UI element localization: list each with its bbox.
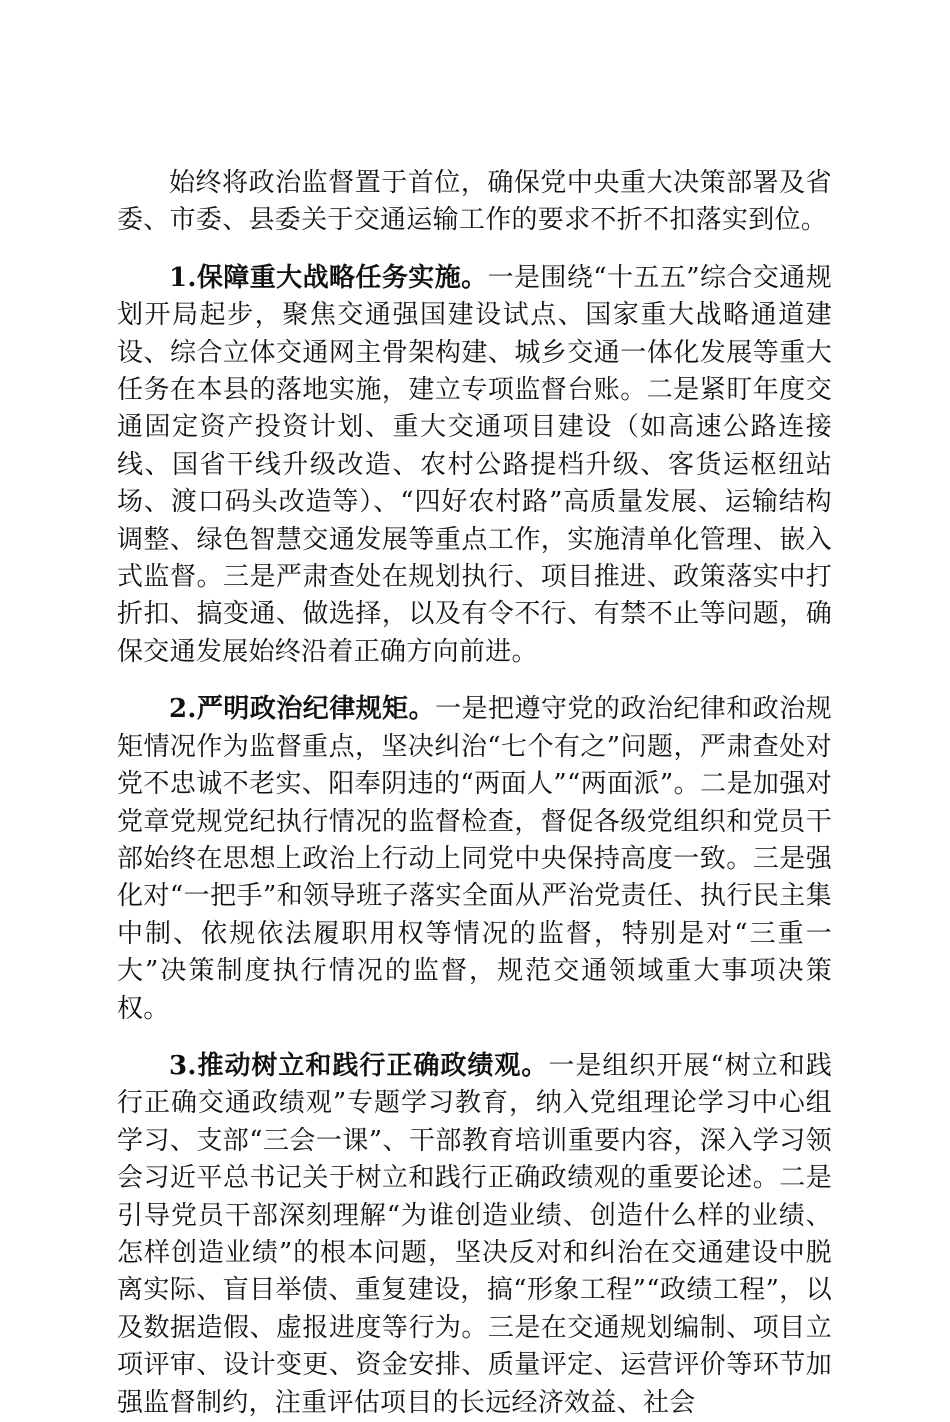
section-1-paragraph [117,260,832,671]
document-body [117,165,832,1422]
intro-text: 始终将政治监督置于首位，确保党中央重大决策部署及省委、市委、县委关于交通运输工作的要求不折不扣落实到位。 [117,168,832,236]
section-3-heading: 3.推动树立和践行正确政绩观。 [169,1050,549,1081]
section-2-heading: 2.严明政治纪律规矩。 [169,694,436,725]
intro-paragraph [117,165,832,240]
paragraph-gap [117,1028,832,1048]
section-2-body: 一是把遵守党的政治纪律和政治规矩情况作为监督重点，坚决纠治“七个有之”问题，严肃查处对党不忠诚不老实、阳奉阴违的“两面人”“两面派”。二是加强对党章党规党纪执行情况的监督检查，督促各级党组织和党员干部始终在思想上政治上行动上同党中央保持高度一致。三是强化对“一把手”和领导班子落实全面从严治党责任、执行民主集中制、依规依法履职用权等情况的监督，特别是对“三重一大”决策制度执行情况的监督，规范交通领域重大事项决策权。 [117,694,832,1024]
paragraph-gap [117,671,832,691]
section-1-body: 一是围绕“十五五”综合交通规划开局起步，聚焦交通强国建设试点、国家重大战略通道建设、综合立体交通网主骨架构建、城乡交通一体化发展等重大任务在本县的落地实施，建立专项监督台账。二是紧盯年度交通固定资产投资计划、重大交通项目建设（如高速公路连接线、国省干线升级改造、农村公路提档升级、客货运枢纽站场、渡口码头改造等）、“四好农村路”高质量发展、运输结构调整、绿色智慧交通发展等重点工作，实施清单化管理、嵌入式监督。三是严肃查处在规划执行、项目推进、政策落实中打折扣、搞变通、做选择，以及有令不行、有禁不止等问题，确保交通发展始终沿着正确方向前进。 [117,262,832,667]
section-3-body: 一是组织开展“树立和践行正确交通政绩观”专题学习教育，纳入党组理论学习中心组学习、支部“三会一课”、干部教育培训重要内容，深入学习领会习近平总书记关于树立和践行正确政绩观的重要论述。二是引导党员干部深刻理解“为谁创造业绩、创造什么样的业绩、怎样创造业绩”的根本问题，坚决反对和纠治在交通建设中脱离实际、盲目举债、重复建设，搞“形象工程”“政绩工程”，以及数据造假、虚报进度等行为。三是在交通规划编制、项目立项评审、设计变更、资金安排、质量评定、运营评价等环节加强监督制约，注重评估项目的长远经济效益、社会 [117,1050,832,1418]
section-1-heading: 1.保障重大战略任务实施。 [169,262,488,293]
paragraph-gap [117,240,832,260]
section-2-paragraph [117,691,832,1028]
section-3-paragraph [117,1048,832,1422]
